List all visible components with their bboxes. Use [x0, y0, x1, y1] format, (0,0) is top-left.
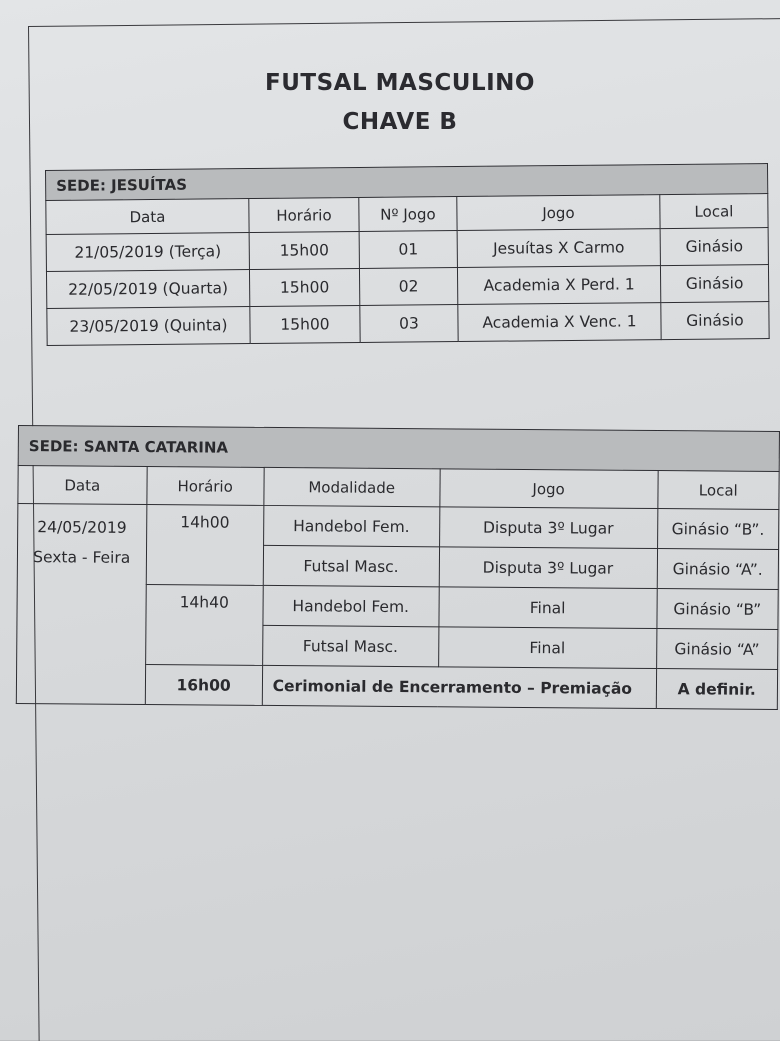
- cell-numero-jogo: 02: [359, 268, 457, 306]
- cell-local: A definir.: [656, 669, 778, 710]
- title-line-1: FUTSAL MASCULINO: [265, 70, 535, 96]
- cell-local: Ginásio “A”.: [657, 549, 779, 590]
- cell-jogo: Final: [438, 627, 656, 669]
- header-jogo: Jogo: [439, 469, 657, 509]
- cell-numero-jogo: 03: [360, 305, 458, 343]
- header-data: Data: [46, 199, 249, 235]
- cell-jogo: Academia X Venc. 1: [458, 303, 661, 342]
- schedule-table-santa-catarina: [16, 425, 780, 710]
- cell-data: 22/05/2019 (Quarta): [46, 270, 249, 309]
- cell-numero-jogo: 01: [359, 231, 457, 269]
- header-local: Local: [657, 471, 779, 510]
- cell-horario: 15h00: [249, 231, 359, 269]
- table-row: [18, 504, 779, 550]
- cell-modalidade: Handebol Fem.: [263, 585, 439, 626]
- cell-jogo: Disputa 3º Lugar: [439, 547, 657, 589]
- sede-jesuitas-label: SEDE: JESUÍTAS: [46, 164, 768, 201]
- cell-local: Ginásio: [660, 228, 768, 266]
- header-numero-jogo: Nº Jogo: [359, 197, 457, 232]
- cell-horario: 14h00: [146, 505, 264, 586]
- cell-closing-ceremony: Cerimonial de Encerramento – Premiação: [262, 665, 656, 708]
- sede-santa-catarina-label: SEDE: SANTA CATARINA: [18, 426, 779, 472]
- cell-local: Ginásio “B”.: [657, 509, 779, 550]
- cell-local: Ginásio: [660, 265, 768, 303]
- cell-local: Ginásio “B”: [656, 589, 778, 630]
- cell-horario: 15h00: [250, 305, 360, 343]
- cell-modalidade: Futsal Masc.: [262, 625, 438, 666]
- cell-modalidade: Futsal Masc.: [263, 545, 439, 586]
- cell-jogo: Jesuítas X Carmo: [457, 229, 660, 268]
- header-modalidade: Modalidade: [264, 467, 440, 506]
- table-row: [47, 302, 769, 346]
- weekday-value: Sexta - Feira: [33, 548, 131, 567]
- header-horario: Horário: [146, 467, 264, 506]
- cell-local: Ginásio “A”: [656, 629, 778, 670]
- cell-jogo: Disputa 3º Lugar: [439, 507, 657, 549]
- cell-jogo: Academia X Perd. 1: [457, 266, 660, 305]
- header-data: Data: [18, 466, 147, 505]
- cell-jogo: Final: [439, 587, 657, 629]
- schedule-table-jesuitas: [45, 163, 770, 346]
- header-jogo: Jogo: [457, 195, 660, 231]
- header-horario: Horário: [249, 197, 359, 232]
- cell-horario: 14h40: [145, 585, 263, 666]
- cell-data: [16, 504, 146, 705]
- cell-horario: 16h00: [145, 665, 263, 706]
- date-value: 24/05/2019: [37, 518, 127, 537]
- cell-data: 21/05/2019 (Terça): [46, 233, 249, 272]
- cell-modalidade: Handebol Fem.: [263, 505, 439, 546]
- title-line-2: CHAVE B: [342, 109, 458, 135]
- cell-horario: 15h00: [249, 268, 359, 306]
- header-local: Local: [660, 194, 768, 229]
- cell-data: 23/05/2019 (Quinta): [47, 307, 250, 346]
- cell-local: Ginásio: [661, 302, 769, 340]
